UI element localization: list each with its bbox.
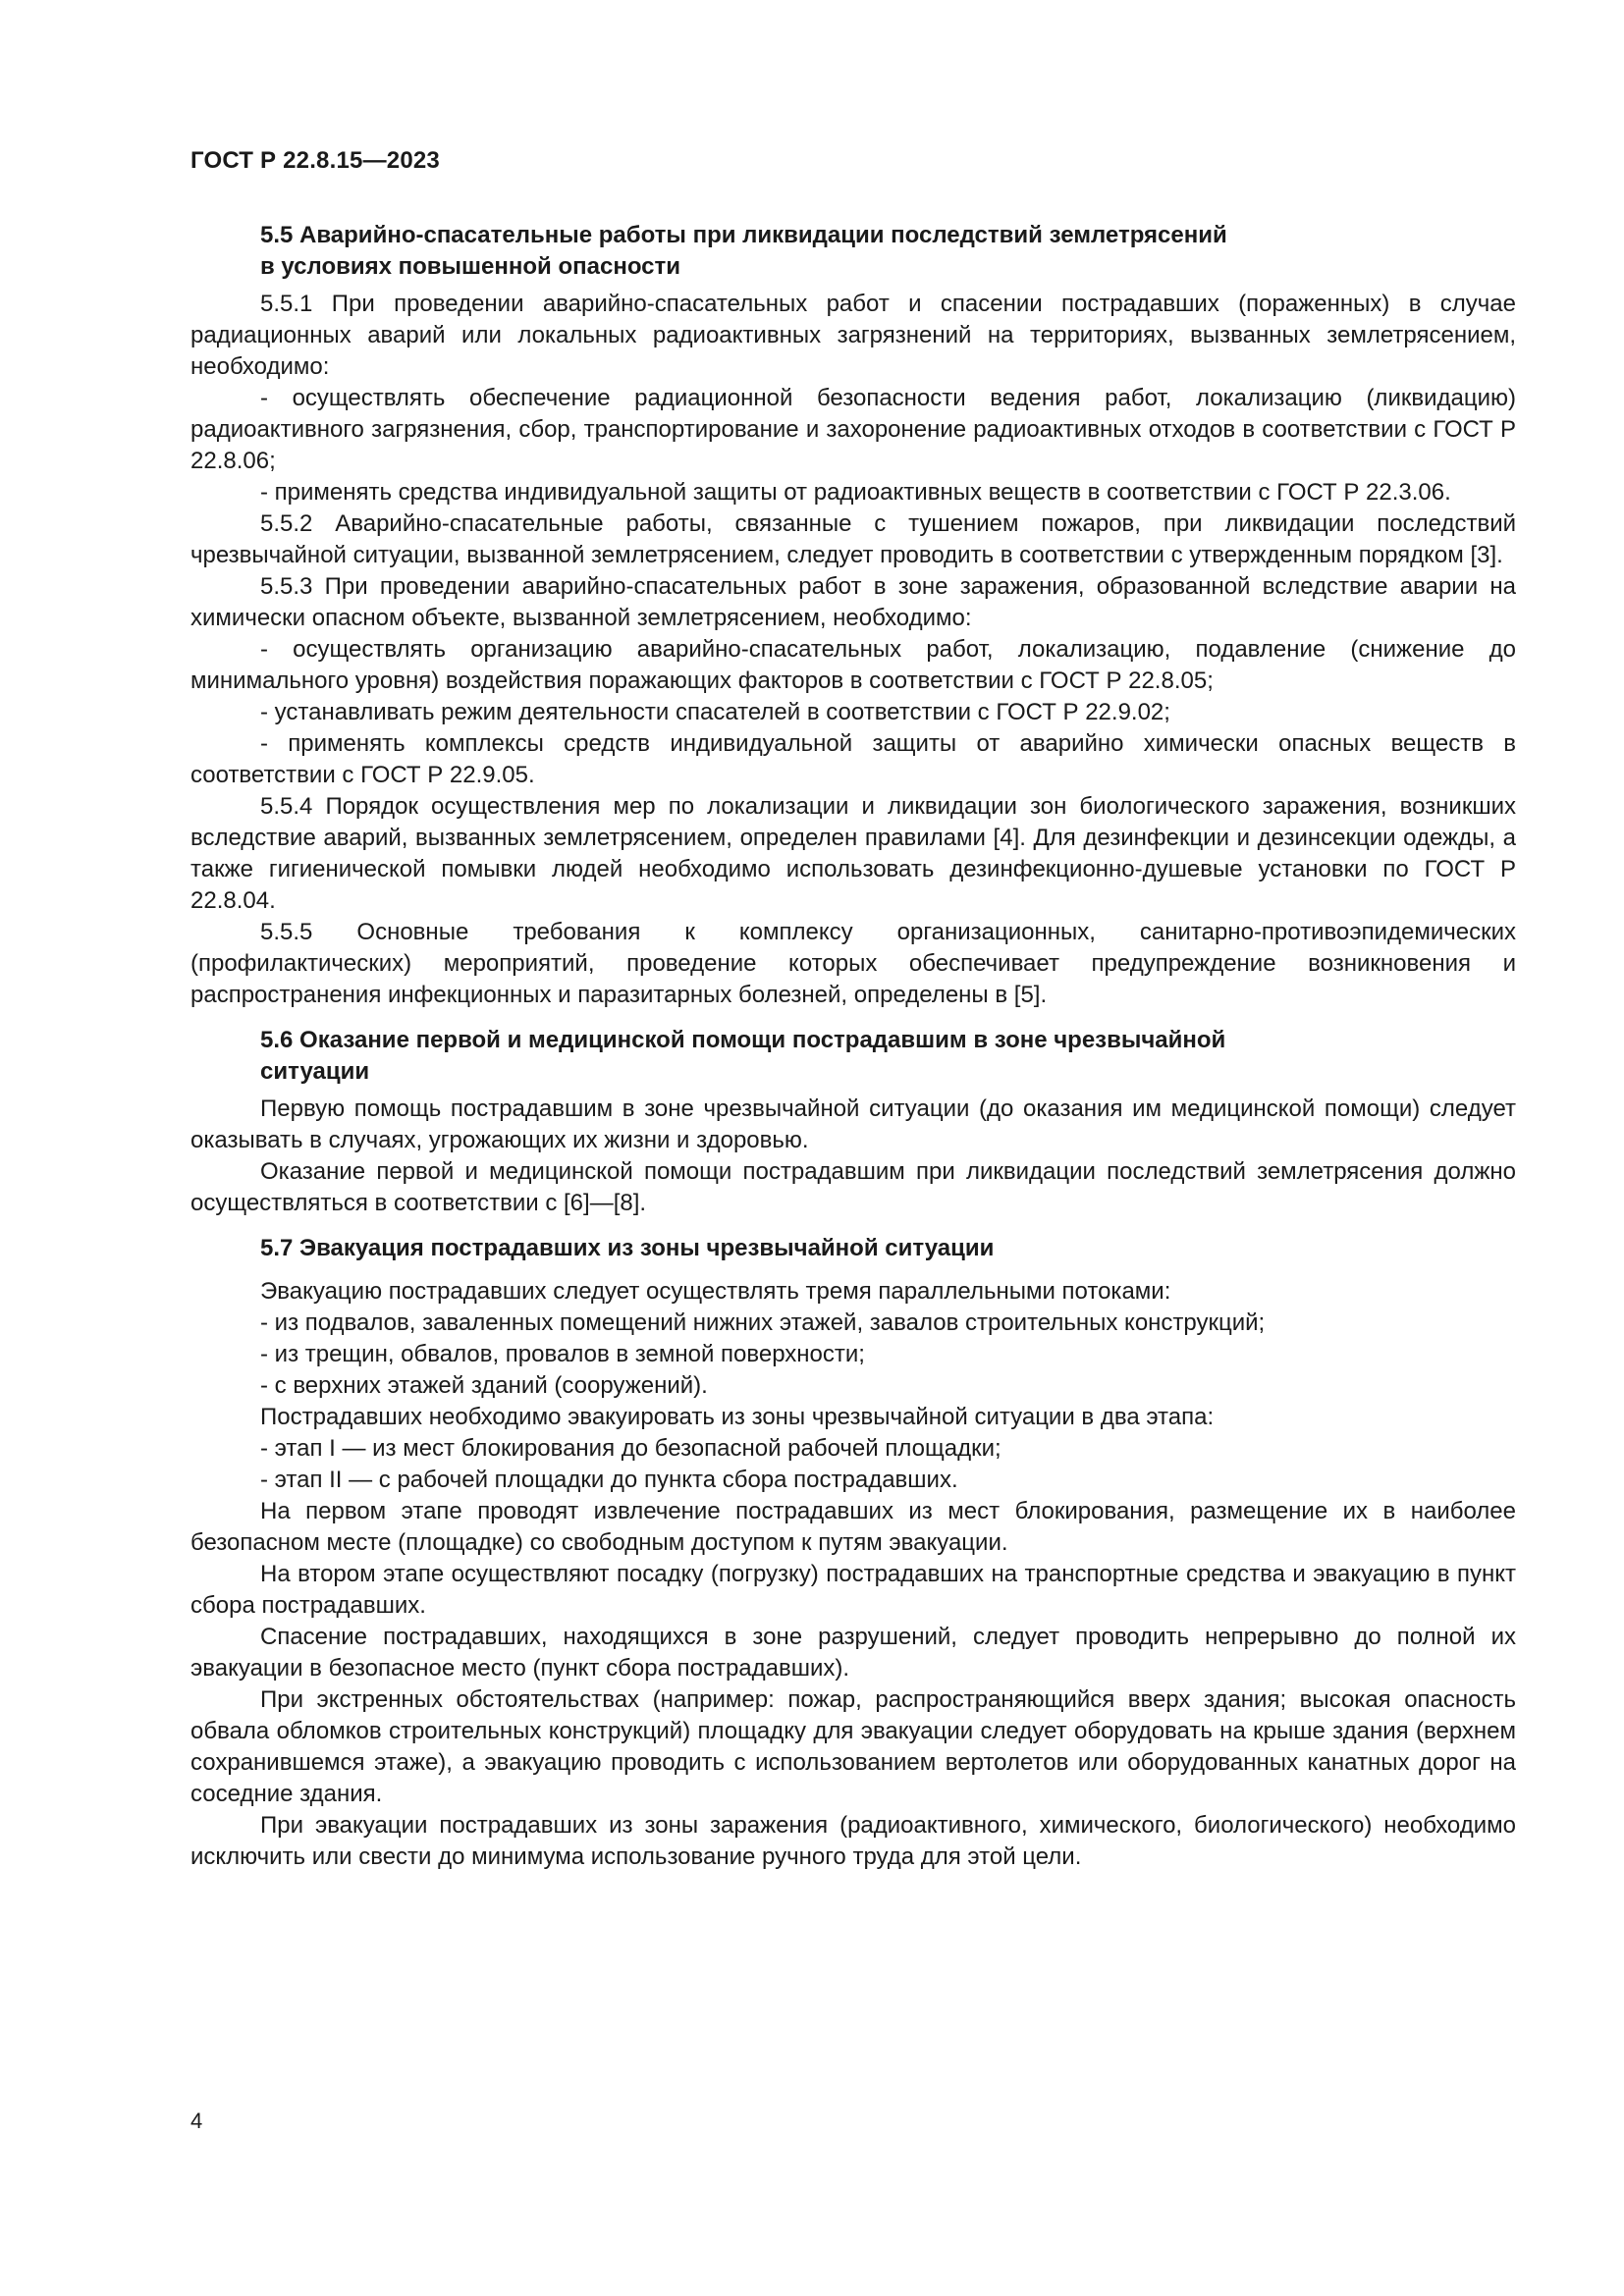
list-item: - из трещин, обвалов, провалов в земной поверхности; xyxy=(260,1341,865,1367)
section-title-line: 5.7 Эвакуация пострадавших из зоны чрезвычайной ситуации xyxy=(260,1235,995,1261)
document-body xyxy=(190,220,1516,1873)
list-item: - этап I — из мест блокирования до безопасной рабочей площадки; xyxy=(260,1435,1001,1462)
paragraph: Спасение пострадавших, находящихся в зоне разрушений, следует проводить непрерывно до полной их эвакуации в безопасное место (пункт сбора пострадавших). xyxy=(190,1624,1516,1682)
paragraph: 5.5.2 Аварийно-спасательные работы, связанные с тушением пожаров, при ликвидации последствий чрезвычайной ситуации, вызванной землетрясением, следует проводить в соответствии с утвержденным порядком [3]. xyxy=(190,510,1516,568)
paragraph: При экстренных обстоятельствах (например: пожар, распространяющийся вверх здания; высокая опасность обвала обломков строительных конструкций) площадку для эвакуации следует оборудовать на крыше здания (верхнем сохранившемся этаже), а эвакуацию проводить с использованием вертолетов или оборудованных канатных дорог на соседние здания. xyxy=(190,1686,1516,1807)
paragraph: На первом этапе проводят извлечение пострадавших из мест блокирования, размещение их в наиболее безопасном месте (площадке) со свободным доступом к путям эвакуации. xyxy=(190,1498,1516,1556)
section-title-line: 5.6 Оказание первой и медицинской помощи пострадавшим в зоне чрезвычайной xyxy=(260,1027,1226,1053)
section-5-7 xyxy=(190,1233,1516,1873)
paragraph: Эвакуацию пострадавших следует осуществлять тремя параллельными потоками: xyxy=(260,1278,1171,1305)
section-title-line: 5.5 Аварийно-спасательные работы при ликвидации последствий землетрясений xyxy=(260,222,1227,248)
paragraph: 5.5.5 Основные требования к комплексу организационных, санитарно-противоэпидемических (профилактических) мероприятий, проведение которых обеспечивает предупреждение возникновения и распространения инфекционных и паразитарных болезней, определены в [5]. xyxy=(190,919,1516,1008)
list-item: - этап II — с рабочей площадки до пункта сбора пострадавших. xyxy=(260,1467,958,1493)
list-item: - с верхних этажей зданий (сооружений). xyxy=(260,1372,708,1399)
list-item: - применять комплексы средств индивидуальной защиты от аварийно химически опасных веществ в соответствии с ГОСТ Р 22.9.05. xyxy=(190,730,1516,788)
section-title xyxy=(190,1025,1516,1088)
list-item: - осуществлять обеспечение радиационной безопасности ведения работ, локализацию (ликвидацию) радиоактивного загрязнения, сбор, транспортирование и захоронение радиоактивных отходов в соответствии с ГОСТ Р 22.8.06; xyxy=(190,385,1516,474)
list-item: - осуществлять организацию аварийно-спасательных работ, локализацию, подавление (снижение до минимального уровня) воздействия поражающих факторов в соответствии с ГОСТ Р 22.8.05; xyxy=(190,636,1516,694)
list-item: - применять средства индивидуальной защиты от радиоактивных веществ в соответствии с ГОСТ Р 22.3.06. xyxy=(260,479,1451,506)
paragraph: 5.5.4 Порядок осуществления мер по локализации и ликвидации зон биологического заражения, возникших вследствие аварий, вызванных землетрясением, определен правилами [4]. Для дезинфекции и дезинсекции одежды, а также гигиенической помывки людей необходимо использовать дезинфекционно-душевые установки по ГОСТ Р 22.8.04. xyxy=(190,793,1516,914)
paragraph: 5.5.3 При проведении аварийно-спасательных работ в зоне заражения, образованной вследствие аварии на химически опасном объекте, вызванной землетрясением, необходимо: xyxy=(190,573,1516,631)
section-title xyxy=(190,1233,1516,1264)
section-5-5 xyxy=(190,220,1516,1011)
paragraph: 5.5.1 При проведении аварийно-спасательных работ и спасении пострадавших (пораженных) в случае радиационных аварий или локальных радиоактивных загрязнений на территориях, вызванных землетрясением, необходимо: xyxy=(190,291,1516,380)
paragraph: Пострадавших необходимо эвакуировать из зоны чрезвычайной ситуации в два этапа: xyxy=(260,1404,1215,1430)
section-5-6 xyxy=(190,1025,1516,1219)
page-number: 4 xyxy=(190,2109,203,2133)
paragraph: При эвакуации пострадавших из зоны заражения (радиоактивного, химического, биологического) необходимо исключить или свести до минимума использование ручного труда для этой цели. xyxy=(190,1812,1516,1870)
section-title-line: в условиях повышенной опасности xyxy=(260,253,681,280)
paragraph: Оказание первой и медицинской помощи пострадавшим при ликвидации последствий землетрясения должно осуществляться в соответствии с [6]—[8]. xyxy=(190,1158,1516,1216)
section-title-line: ситуации xyxy=(260,1058,370,1085)
section-title xyxy=(190,220,1516,283)
list-item: - устанавливать режим деятельности спасателей в соответствии с ГОСТ Р 22.9.02; xyxy=(260,699,1170,725)
paragraph: На втором этапе осуществляют посадку (погрузку) пострадавших на транспортные средства и эвакуацию в пункт сбора пострадавших. xyxy=(190,1561,1516,1619)
paragraph: Первую помощь пострадавшим в зоне чрезвычайной ситуации (до оказания им медицинской помощи) следует оказывать в случаях, угрожающих их жизни и здоровью. xyxy=(190,1095,1516,1153)
document-header: ГОСТ Р 22.8.15—2023 xyxy=(190,147,440,174)
list-item: - из подвалов, заваленных помещений нижних этажей, завалов строительных конструкций; xyxy=(260,1309,1266,1336)
